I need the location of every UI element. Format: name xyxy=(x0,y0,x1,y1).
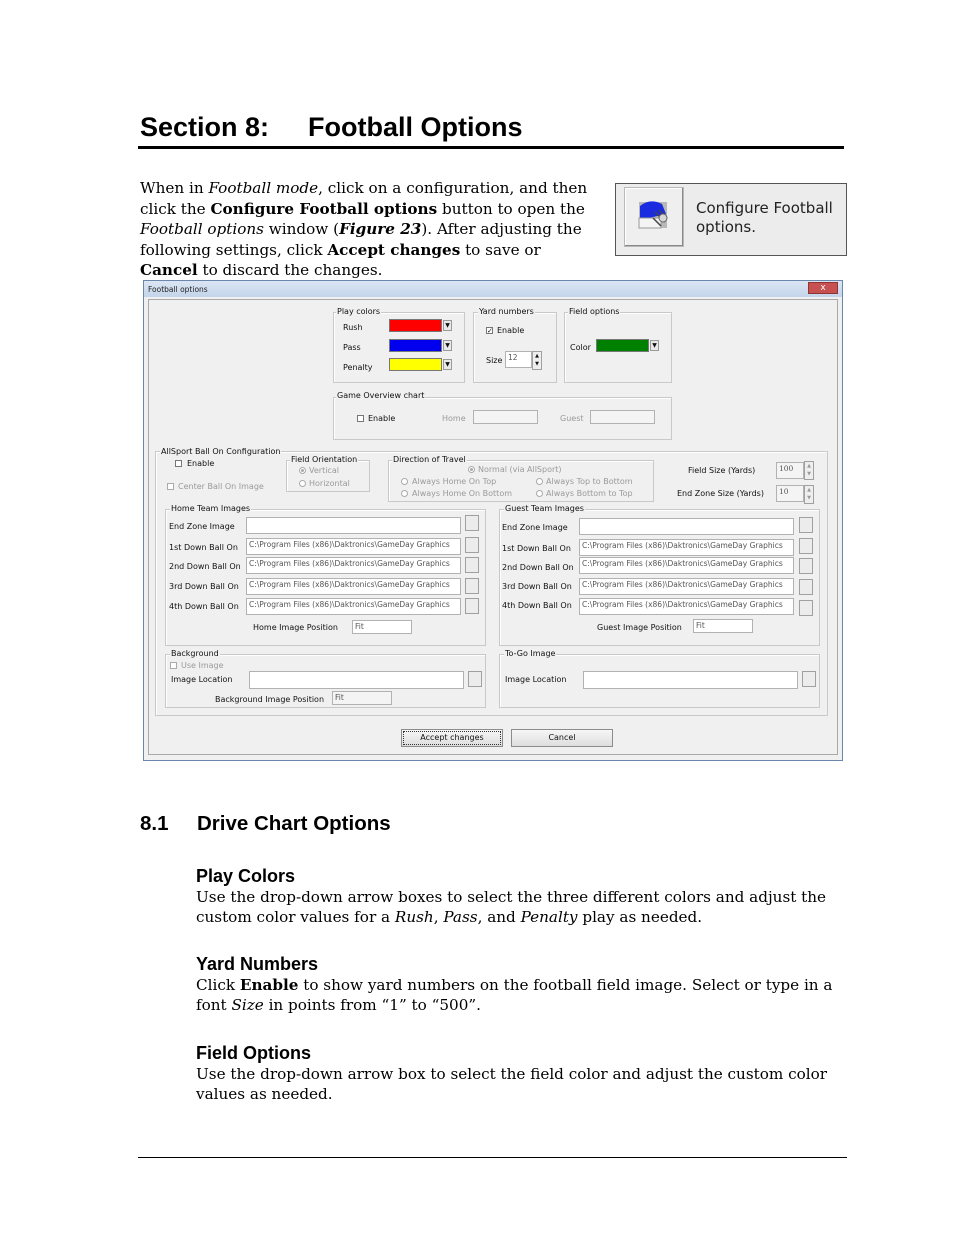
home-endzone-browse-button[interactable] xyxy=(465,515,479,531)
endzone-size-input[interactable]: 10 xyxy=(776,485,804,502)
bottom-top-label: Always Bottom to Top xyxy=(546,489,633,498)
background-position-label: Background Image Position xyxy=(215,695,325,704)
pass-dropdown-icon[interactable]: ▼ xyxy=(443,340,452,351)
close-icon[interactable]: x xyxy=(808,282,838,294)
home-position-label: Home Image Position xyxy=(253,623,338,632)
game-overview-label: Game Overview chart xyxy=(337,391,425,400)
penalty-color-swatch[interactable] xyxy=(389,358,442,371)
home-3rd-down-browse-button[interactable] xyxy=(465,578,479,594)
dialog-titlebar xyxy=(144,281,842,297)
guest-3rd-down-input[interactable]: C:\Program Files (x86)\Daktronics\GameDay Graphics xyxy=(579,578,794,595)
allsport-enable-label: Enable xyxy=(187,459,215,468)
endzone-size-label: End Zone Size (Yards) xyxy=(677,489,764,498)
subsection-heading xyxy=(140,812,391,836)
guest-row-label: End Zone Image xyxy=(502,523,568,532)
direction-normal-radio[interactable] xyxy=(468,466,475,473)
yard-size-spinner[interactable]: ▲ ▼ xyxy=(532,351,542,370)
guest-4th-down-input[interactable]: C:\Program Files (x86)\Daktronics\GameDay Graphics xyxy=(579,598,794,615)
togo-location-input[interactable] xyxy=(583,671,798,689)
section-title: Football Options xyxy=(308,112,523,142)
home-4th-down-browse-button[interactable] xyxy=(465,598,479,614)
togo-location-label: Image Location xyxy=(505,675,567,684)
guest-3rd-down-browse-button[interactable] xyxy=(799,579,813,595)
guest-row-label: 4th Down Ball On xyxy=(502,601,572,610)
yard-numbers-label: Yard numbers xyxy=(479,307,534,316)
dialog-title: Football options xyxy=(148,285,208,294)
home-row-label: 1st Down Ball On xyxy=(169,543,238,552)
game-overview-home-select[interactable] xyxy=(473,410,538,424)
field-orientation-label: Field Orientation xyxy=(291,455,358,464)
home-4th-down-input[interactable]: C:\Program Files (x86)\Daktronics\GameDay Graphics xyxy=(246,598,461,615)
guest-row-label: 2nd Down Ball On xyxy=(502,563,574,572)
pass-label: Pass xyxy=(343,343,361,352)
direction-normal-label: Normal (via AllSport) xyxy=(478,465,562,474)
home-images-label: Home Team Images xyxy=(171,504,251,513)
guest-position-select[interactable]: Fit xyxy=(693,619,753,633)
top-bottom-label: Always Top to Bottom xyxy=(546,477,633,486)
background-browse-button[interactable] xyxy=(468,671,482,687)
home-2nd-down-input[interactable]: C:\Program Files (x86)\Daktronics\GameDay Graphics xyxy=(246,557,461,574)
rush-label: Rush xyxy=(343,323,363,332)
home-1st-down-input[interactable]: C:\Program Files (x86)\Daktronics\GameDay Graphics xyxy=(246,538,461,555)
background-location-input[interactable] xyxy=(249,671,464,689)
yard-numbers-group xyxy=(473,312,557,383)
game-overview-enable-label: Enable xyxy=(368,414,396,423)
home-2nd-down-browse-button[interactable] xyxy=(465,557,479,573)
yard-numbers-enable-label: Enable xyxy=(497,326,525,335)
guest-row-label: 3rd Down Ball On xyxy=(502,582,572,591)
penalty-label: Penalty xyxy=(343,363,373,372)
yard-size-input[interactable]: 12 xyxy=(505,351,532,368)
allsport-enable-checkbox[interactable] xyxy=(175,460,182,467)
home-top-radio[interactable] xyxy=(401,478,408,485)
guest-endzone-browse-button[interactable] xyxy=(799,517,813,533)
home-endzone-input[interactable] xyxy=(246,517,461,534)
endzone-size-spinner[interactable]: ▲ ▼ xyxy=(804,485,814,504)
guest-row-label: 1st Down Ball On xyxy=(502,544,571,553)
penalty-dropdown-icon[interactable]: ▼ xyxy=(443,359,452,370)
guest-1st-down-browse-button[interactable] xyxy=(799,538,813,554)
horizontal-radio[interactable] xyxy=(299,480,306,487)
football-config-icon xyxy=(624,187,684,247)
horizontal-label: Horizontal xyxy=(309,479,350,488)
direction-label: Direction of Travel xyxy=(393,455,466,464)
section-rule xyxy=(138,146,844,149)
home-row-label: 4th Down Ball On xyxy=(169,602,239,611)
top-bottom-radio[interactable] xyxy=(536,478,543,485)
pass-color-swatch[interactable] xyxy=(389,339,442,352)
center-ball-label: Center Ball On Image xyxy=(178,482,264,491)
subsection-number: 8.1 xyxy=(140,812,169,835)
guest-endzone-input[interactable] xyxy=(579,518,794,535)
yard-size-label: Size xyxy=(486,356,503,365)
home-row-label: 2nd Down Ball On xyxy=(169,562,241,571)
guest-2nd-down-input[interactable]: C:\Program Files (x86)\Daktronics\GameDay Graphics xyxy=(579,557,794,574)
background-label: Background xyxy=(171,649,219,658)
guest-4th-down-browse-button[interactable] xyxy=(799,600,813,616)
rush-color-swatch[interactable] xyxy=(389,319,442,332)
guest-2nd-down-browse-button[interactable] xyxy=(799,558,813,574)
togo-label: To-Go Image xyxy=(505,649,556,658)
field-options-paragraph: Use the drop-down arrow box to select the field color and adjust the custom color values as needed. xyxy=(196,1065,828,1103)
home-top-label: Always Home On Top xyxy=(412,477,497,486)
allsport-label: AllSport Ball On Configuration xyxy=(161,447,281,456)
subsection-title: Drive Chart Options xyxy=(197,812,391,835)
togo-browse-button[interactable] xyxy=(802,671,816,687)
game-overview-guest-select[interactable] xyxy=(590,410,655,424)
field-color-swatch[interactable] xyxy=(596,339,649,352)
intro-paragraph: When in Football mode, click on a configuration, and then click the Configure Football options button to open the Football options window (Figure 23). After adjusting the following settings, click Accept changes to save or Cancel to discard the changes. xyxy=(140,179,588,279)
field-size-spinner[interactable]: ▲ ▼ xyxy=(804,461,814,480)
vertical-label: Vertical xyxy=(309,466,339,475)
section-heading xyxy=(140,112,522,143)
center-ball-checkbox[interactable] xyxy=(167,483,174,490)
vertical-radio[interactable] xyxy=(299,467,306,474)
yard-numbers-enable-checkbox[interactable]: ✓ xyxy=(487,327,493,335)
yard-numbers-paragraph: Click Enable to show yard numbers on the football field image. Select or type in a font Size in points from “1” to “500”. xyxy=(196,976,833,1014)
rush-dropdown-icon[interactable]: ▼ xyxy=(443,320,452,331)
field-options-heading: Field Options xyxy=(196,1043,311,1063)
play-colors-label: Play colors xyxy=(337,307,381,316)
home-row-label: End Zone Image xyxy=(169,522,235,531)
section-number: Section 8: xyxy=(140,112,270,142)
yard-numbers-heading: Yard Numbers xyxy=(196,954,319,974)
guest-1st-down-input[interactable]: C:\Program Files (x86)\Daktronics\GameDay Graphics xyxy=(579,539,794,556)
home-bottom-radio[interactable] xyxy=(401,490,408,497)
bottom-top-radio[interactable] xyxy=(536,490,543,497)
game-overview-enable-checkbox[interactable] xyxy=(357,415,364,422)
game-overview-home-label: Home xyxy=(442,414,466,423)
home-3rd-down-input[interactable]: C:\Program Files (x86)\Daktronics\GameDay Graphics xyxy=(246,578,461,595)
background-position-select[interactable]: Fit xyxy=(332,691,392,705)
home-position-select[interactable]: Fit xyxy=(352,620,412,634)
home-1st-down-browse-button[interactable] xyxy=(465,537,479,553)
play-colors-paragraph: Use the drop-down arrow boxes to select the three different colors and adjust the custom color values for a Rush, Pass, and Penalty play as needed. xyxy=(196,888,827,926)
guest-images-label: Guest Team Images xyxy=(505,504,584,513)
field-color-dropdown-icon[interactable]: ▼ xyxy=(650,340,659,351)
home-bottom-label: Always Home On Bottom xyxy=(412,489,513,498)
use-image-label: Use Image xyxy=(181,661,224,670)
play-colors-heading: Play Colors xyxy=(196,866,296,886)
background-location-label: Image Location xyxy=(171,675,233,684)
guest-position-label: Guest Image Position xyxy=(597,623,682,632)
accept-changes-button[interactable]: Accept changes xyxy=(401,729,503,747)
field-color-label: Color xyxy=(570,343,591,352)
field-size-input[interactable]: 100 xyxy=(776,462,804,479)
cancel-button[interactable]: Cancel xyxy=(511,729,613,747)
footer-rule xyxy=(138,1157,847,1158)
configure-football-label: Configure Football options. xyxy=(696,199,833,236)
game-overview-guest-label: Guest xyxy=(560,414,584,423)
field-options-label: Field options xyxy=(569,307,620,316)
home-row-label: 3rd Down Ball On xyxy=(169,582,239,591)
use-image-checkbox[interactable] xyxy=(170,662,177,669)
field-size-label: Field Size (Yards) xyxy=(688,466,756,475)
